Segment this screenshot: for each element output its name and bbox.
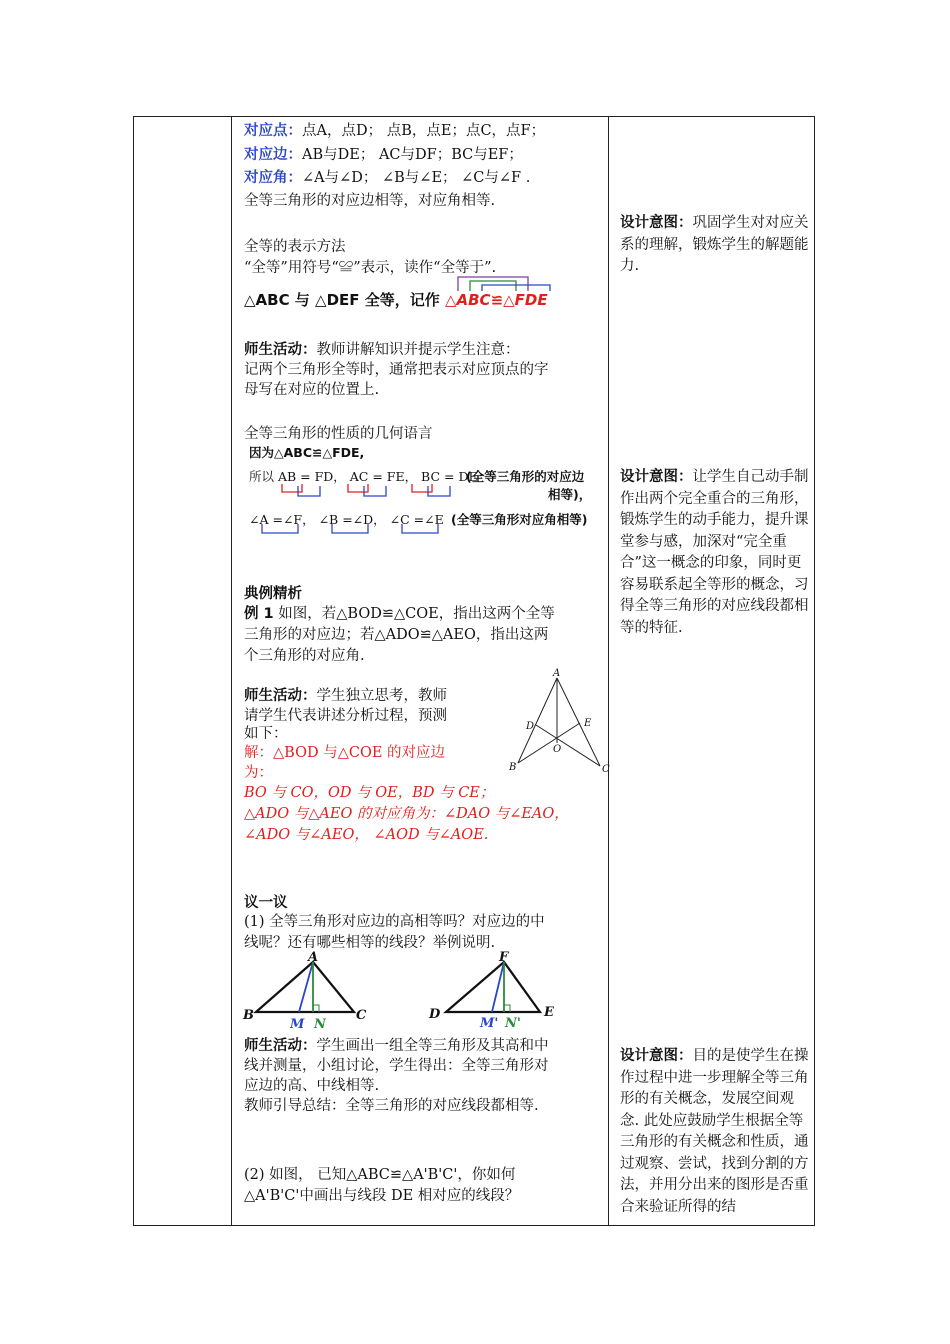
notation-example-symbol: ≌ — [490, 291, 504, 309]
activity2-line1 — [244, 686, 447, 706]
geo-so-reason1: (全等三角形的对应边 — [466, 469, 585, 484]
activity1-text: 教师讲解知识并提示学生注意： — [316, 342, 520, 358]
geo-so-prefix: 所以 AB = FD， AC = FE， BC = DE — [249, 469, 478, 484]
activity2-text: 学生独立思考，教师 — [316, 688, 447, 704]
side-brackets — [280, 484, 460, 498]
activity1-line2: 记两个三角形全等时，通常把表示对应顶点的字 — [244, 362, 549, 378]
example1-label: 例 1 — [244, 606, 274, 622]
activity1-line1 — [244, 340, 520, 360]
two-triangles-figure — [240, 952, 580, 1032]
example1-line1 — [244, 604, 555, 624]
corr-points-label: 对应点： — [244, 123, 302, 139]
discuss-q1-line2: 线呢？还有哪些相等的线段？举例说明. — [244, 935, 496, 951]
notation-title: 全等的表示方法 — [244, 239, 346, 255]
solution-line2: 为： — [244, 765, 273, 781]
corr-sides-line — [244, 145, 523, 165]
activity3-text: 学生画出一组全等三角形及其高和中 — [316, 1038, 549, 1054]
geo-lang-title: 全等三角形的性质的几何语言 — [244, 426, 433, 442]
fig-label-a: A — [553, 668, 561, 679]
solution-line5: ∠ADO 与∠AEO， ∠AOD 与∠AOE. — [244, 827, 489, 843]
design1-label: 设计意图： — [620, 215, 693, 231]
design2-label: 设计意图： — [620, 469, 693, 485]
activity1-label: 师生活动： — [244, 342, 317, 358]
column-divider-1 — [231, 117, 232, 1225]
tri1-label-c: C — [356, 1008, 367, 1023]
design3-label: 设计意图： — [620, 1048, 693, 1064]
solution-line3: BO 与 CO，OD 与 OE，BD 与 CE； — [244, 785, 495, 801]
tri1-label-n: N — [314, 1017, 326, 1032]
geo-angles: ∠A =∠F， ∠B =∠D， ∠C =∠E — [249, 512, 444, 527]
design3-text: 目的是使学生在操作过程中进一步理解全等三角形的有关概念，发展空间观念. 此处应鼓励学生根据全等三角形的有关概念和性质，通过观察、尝试，找到分割的方法，并用分出来的图形是否重合来验证所得的结 — [620, 1048, 809, 1215]
column-divider-2 — [608, 117, 609, 1225]
notation-example-tri1: △ABC — [444, 291, 491, 309]
fig-label-o: O — [553, 744, 562, 755]
corr-points-text: 点A，点D； 点B，点E；点C，点F； — [302, 123, 546, 139]
corr-sides-label: 对应边： — [244, 147, 302, 163]
example1-line2: 三角形的对应边；若△ADO≌△AEO，指出这两 — [244, 627, 549, 643]
activity3-line4: 教师引导总结：全等三角形的对应线段都相等. — [244, 1098, 539, 1114]
tri2-label-m: M' — [480, 1016, 499, 1031]
example1-text: 如图，若△BOD≌△COE，指出这两个全等 — [278, 606, 555, 622]
solution-line4: △ADO 与△AEO 的对应角为：∠DAO 与∠EAO， — [244, 806, 569, 822]
corr-angles-line — [244, 168, 530, 188]
fig-label-d: D — [526, 721, 535, 732]
tri1-label-a: A — [308, 950, 319, 965]
activity3-line2: 线并测量，小组讨论，学生得出：全等三角形对 — [244, 1058, 549, 1074]
design1-text: 巩固学生对对应关系的理解，锻炼学生的解题能力. — [620, 215, 809, 274]
design-note-1 — [620, 213, 810, 278]
discuss-title: 议一议 — [244, 895, 288, 911]
design-note-3 — [620, 1046, 810, 1218]
tri2-label-d: D — [429, 1007, 441, 1022]
corr-angles-text: ∠A与∠D； ∠B与∠E； ∠C与∠F . — [302, 170, 531, 186]
activity3-label: 师生活动： — [244, 1038, 317, 1054]
activity2-line3: 如下： — [244, 726, 288, 742]
fig-label-e: E — [584, 718, 592, 729]
tri2-label-n: N' — [505, 1016, 521, 1031]
corr-angles-label: 对应角： — [244, 170, 302, 186]
tri1-label-b: B — [243, 1008, 254, 1023]
angle-brackets — [262, 524, 442, 536]
activity2-label: 师生活动： — [244, 688, 317, 704]
notation-example — [244, 290, 548, 310]
example1-line3: 个三角形的对应角. — [244, 648, 365, 664]
property-line: 全等三角形的对应边相等，对应角相等. — [244, 193, 496, 209]
example-figure — [508, 668, 608, 778]
activity3-line3: 应边的高、中线相等. — [244, 1078, 380, 1094]
fig-label-c: C — [602, 764, 610, 775]
corr-sides-text: AB与DE； AC与DF；BC与EF； — [302, 147, 523, 163]
activity2-line2: 请学生代表讲述分析过程，预测 — [244, 708, 447, 724]
geo-angles-reason: (全等三角形对应角相等) — [451, 512, 588, 527]
tri1-label-m: M — [290, 1017, 305, 1032]
notation-example-tri2: △FDE — [503, 291, 548, 309]
discuss-q2-line2: △A'B'C'中画出与线段 DE 相对应的线段？ — [244, 1188, 520, 1204]
solution-line1: 解：△BOD 与△COE 的对应边 — [244, 745, 446, 761]
discuss-q1-line1: (1) 全等三角形对应边的高相等吗？对应边的中 — [244, 914, 545, 930]
notation-example-prefix: △ABC 与 △DEF 全等，记作 — [244, 291, 440, 309]
discuss-q2-line1: (2) 如图， 已知△ABC≌△A'B'C'，你如何 — [244, 1167, 516, 1183]
geo-so-reason2: 相等)， — [548, 487, 592, 502]
activity3-line1 — [244, 1036, 549, 1056]
fig-label-b: B — [509, 762, 517, 773]
geo-because: 因为△ABC≌△FDE, — [249, 445, 365, 460]
tri2-label-f: F — [499, 950, 509, 965]
tri2-label-e: E — [544, 1005, 554, 1020]
notation-symbol-line: “全等”用符号“≌”表示，读作“全等于”. — [244, 260, 497, 276]
design-note-2 — [620, 467, 810, 639]
corr-points-line — [244, 121, 545, 141]
example-title: 典例精析 — [244, 586, 302, 602]
design2-text: 让学生自己动手制作出两个完全重合的三角形，锻炼学生的动手能力，提升课堂参与感，加深对“完全重合”这一概念的印象，同时更容易联系起全等形的概念，习得全等三角形的对应线段都相等的特征. — [620, 469, 809, 636]
activity1-line3: 母写在对应的位置上. — [244, 382, 380, 398]
